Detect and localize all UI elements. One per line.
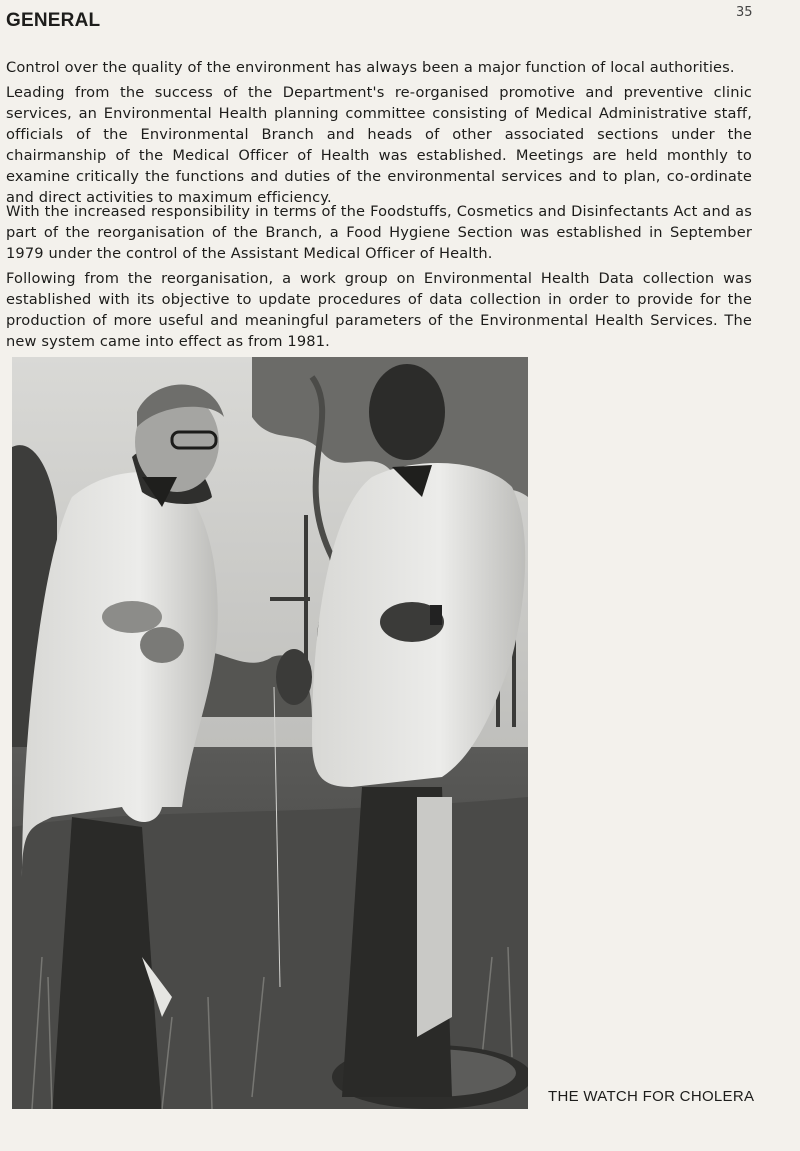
figure-photo bbox=[12, 357, 528, 1109]
paragraph-committee: Leading from the success of the Department's re-organised promotive and preventive clinic services, an Environmental Health planning committee consisting of Medical Administrative staff, officials of the Environmental Branch and heads of other associated sections under the chairmanship of the Medical Officer of Health was established. Meetings are held monthly to examine critically the functions and duties of the environmental services and to plan, co-ordinate and direct activities to maximum efficiency. bbox=[6, 84, 752, 206]
paragraph-food-hygiene: With the increased responsibility in terms of the Foodstuffs, Cosmetics and Disinfectants Act and as part of the reorganisation of the Branch, a Food Hygiene Section was established in September 1979 under the control of the Assistant Medical Officer of Health. bbox=[6, 203, 752, 262]
section-heading: GENERAL bbox=[6, 10, 101, 31]
paragraph-intro: Control over the quality of the environment has always been a major function of local authorities. bbox=[6, 59, 735, 76]
photo-illustration bbox=[12, 357, 528, 1109]
figure-caption: THE WATCH FOR CHOLERA bbox=[548, 1088, 755, 1105]
paragraph-data-collection: Following from the reorganisation, a work group on Environmental Health Data collection was established with its objective to update procedures of data collection in order to provide for the production of more useful and meaningful parameters of the Environmental Health Services. The new system came into effect as from 1981. bbox=[6, 270, 752, 350]
page-number: 35 bbox=[736, 5, 753, 20]
